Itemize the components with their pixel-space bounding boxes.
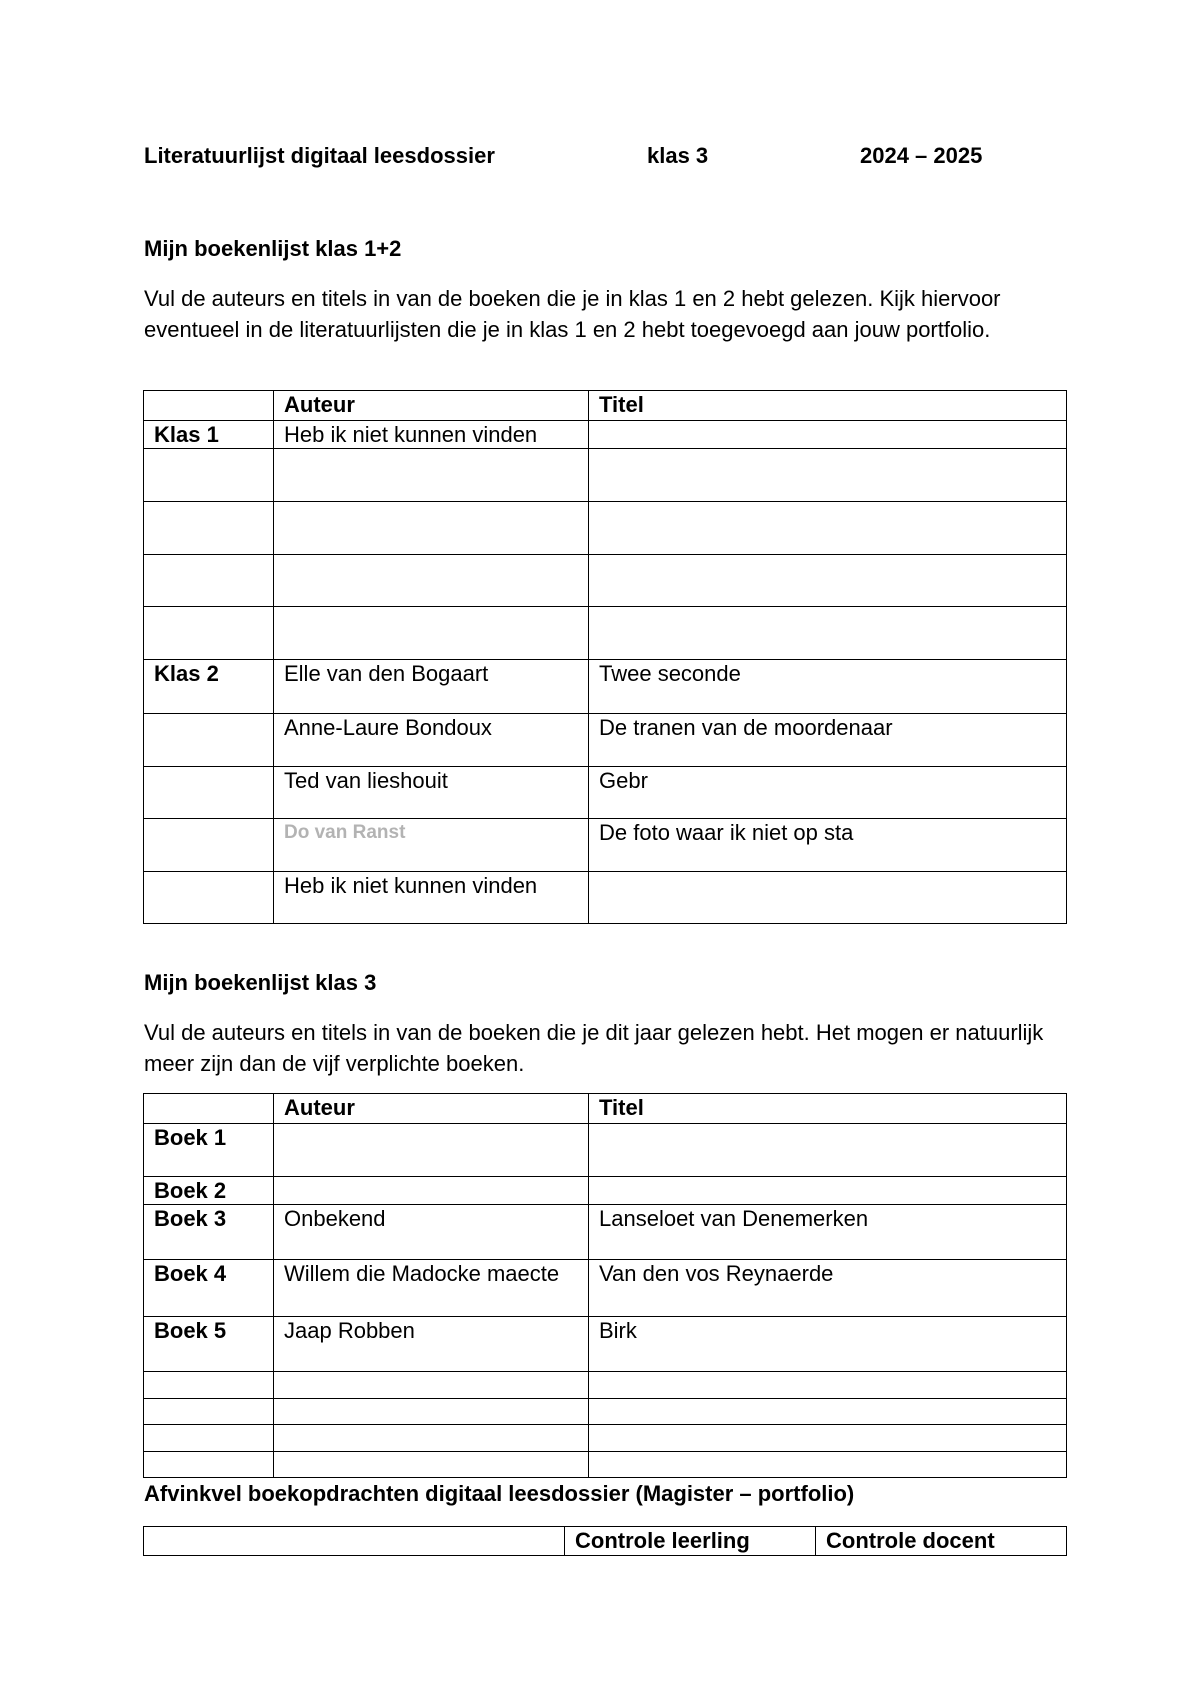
table-row [144,872,1067,924]
header-title: Titel [589,1094,1067,1124]
title-cell[interactable]: Lanseloet van Denemerken [589,1205,1067,1260]
title-cell[interactable] [589,449,1067,502]
section-title-klas-3: Mijn boekenlijst klas 3 [144,970,377,995]
checklist-header-row [144,1527,1067,1556]
author-cell[interactable]: Jaap Robben [274,1317,589,1372]
table-row [144,1372,1067,1399]
title-cell[interactable] [589,1124,1067,1177]
booklist-table-klas-1-2 [143,390,1067,924]
author-cell[interactable]: Onbekend [274,1205,589,1260]
row-label [144,1372,274,1399]
title-cell[interactable] [589,872,1067,924]
row-label: Boek 5 [144,1317,274,1372]
row-label [144,714,274,767]
author-cell[interactable]: Elle van den Bogaart [274,660,589,714]
table-row [144,1205,1067,1260]
booklist-table-klas-3 [143,1093,1067,1478]
header-author: Auteur [274,391,589,421]
document-title: Literatuurlijst digitaal leesdossier [144,143,495,168]
section-intro-klas-3: Vul de auteurs en titels in van de boeken die je dit jaar gelezen hebt. Het mogen er natuurlijk meer zijn dan de vijf verplichte boeken. [144,1020,1044,1076]
header-author: Auteur [274,1094,589,1124]
author-cell[interactable] [274,607,589,660]
table-row [144,607,1067,660]
table-row [144,819,1067,872]
section-title-klas-1-2: Mijn boekenlijst klas 1+2 [144,236,402,261]
title-cell[interactable]: Van den vos Reynaerde [589,1260,1067,1317]
author-cell[interactable] [274,1372,589,1399]
title-cell[interactable]: De foto waar ik niet op sta [589,819,1067,872]
title-cell[interactable] [589,1425,1067,1452]
header-cell-empty [144,391,274,421]
author-cell[interactable]: Anne-Laure Bondoux [274,714,589,767]
table-row [144,714,1067,767]
school-year: 2024 – 2025 [860,143,983,168]
table-row [144,1399,1067,1425]
header-controle-docent: Controle docent [816,1527,1067,1556]
author-cell[interactable]: Heb ik niet kunnen vinden [274,421,589,449]
author-cell[interactable] [274,1399,589,1425]
row-label [144,555,274,607]
row-label: Klas 1 [144,421,274,449]
section-title-checklist: Afvinkvel boekopdrachten digitaal leesdossier (Magister – portfolio) [144,1481,855,1506]
author-cell[interactable] [274,1124,589,1177]
row-label: Boek 3 [144,1205,274,1260]
table-row [144,1452,1067,1478]
title-cell[interactable] [589,607,1067,660]
header-cell-empty [144,1527,565,1556]
title-cell[interactable] [589,1452,1067,1478]
row-label: Boek 4 [144,1260,274,1317]
row-label [144,502,274,555]
table-header-row [144,1094,1067,1124]
title-cell[interactable] [589,1177,1067,1205]
class-label: klas 3 [647,143,709,168]
table-row [144,555,1067,607]
title-cell[interactable] [589,421,1067,449]
row-label [144,872,274,924]
table-row [144,1317,1067,1372]
table-row [144,1260,1067,1317]
title-cell[interactable] [589,502,1067,555]
author-cell[interactable] [274,555,589,607]
checklist-table [143,1526,1067,1556]
author-cell[interactable]: Do van Ranst [274,819,589,872]
row-label: Boek 1 [144,1124,274,1177]
table-row [144,767,1067,819]
row-label: Klas 2 [144,660,274,714]
header-cell-empty [144,1094,274,1124]
title-cell[interactable]: De tranen van de moordenaar [589,714,1067,767]
row-label [144,1452,274,1478]
author-cell[interactable] [274,449,589,502]
row-label [144,449,274,502]
author-cell[interactable]: Heb ik niet kunnen vinden [274,872,589,924]
title-cell[interactable]: Gebr [589,767,1067,819]
title-cell[interactable] [589,1399,1067,1425]
table-row [144,421,1067,449]
header-controle-leerling: Controle leerling [565,1527,816,1556]
row-label [144,819,274,872]
section-intro-klas-1-2: Vul de auteurs en titels in van de boeken die je in klas 1 en 2 hebt gelezen. Kijk hiervoor eventueel in de literatuurlijsten die je in klas 1 en 2 hebt toegevoegd aan jouw portfolio. [144,286,1001,342]
title-cell[interactable]: Twee seconde [589,660,1067,714]
author-cell[interactable] [274,1425,589,1452]
author-cell[interactable] [274,502,589,555]
table-header-row [144,391,1067,421]
title-cell[interactable] [589,1372,1067,1399]
author-cell[interactable]: Willem die Madocke maecte [274,1260,589,1317]
header-title: Titel [589,391,1067,421]
table-row [144,660,1067,714]
table-row [144,1124,1067,1177]
author-cell[interactable]: Ted van lieshouit [274,767,589,819]
table-row [144,1177,1067,1205]
row-label [144,1425,274,1452]
title-cell[interactable]: Birk [589,1317,1067,1372]
table-row [144,449,1067,502]
row-label [144,607,274,660]
table-row [144,1425,1067,1452]
row-label [144,767,274,819]
table-row [144,502,1067,555]
author-cell[interactable] [274,1177,589,1205]
author-cell[interactable] [274,1452,589,1478]
row-label: Boek 2 [144,1177,274,1205]
title-cell[interactable] [589,555,1067,607]
row-label [144,1399,274,1425]
